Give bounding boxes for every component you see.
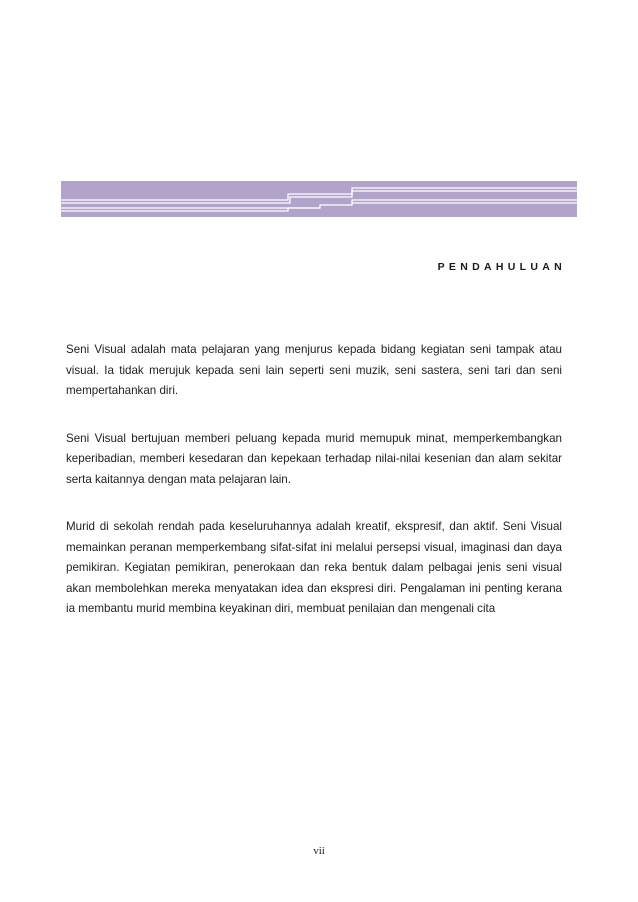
paragraph: Seni Visual bertujuan memberi peluang kepada murid memupuk minat, memperkembangkan keperibadian, memberi kesedaran dan kepekaan terhadap nilai-nilai kesenian dan alam sekitar serta kaitannya dengan mata pelajaran lain.: [66, 431, 562, 486]
section-heading: PENDAHULUAN: [437, 261, 566, 273]
paragraph: Seni Visual adalah mata pelajaran yang menjurus kepada bidang kegiatan seni tampak atau visual. Ia tidak merujuk kepada seni lain seperti seni muzik, seni sastera, seni tari dan seni mempertahankan diri.: [66, 343, 562, 397]
paragraph: Murid di sekolah rendah pada keseluruhannya adalah kreatif, ekspresif, dan aktif. Seni Visual memainkan peranan memperkembang sifat-sifat ini melalui persepsi visual, imaginasi dan daya pemikiran. Kegiatan pemikiran, penerokaan dan reka bentuk dalam pelbagai jenis seni visual akan membolehkan mereka menyatakan idea dan ekspresi diri. Pengalaman ini penting kerana ia membantu murid membina keyakinan diri, membuat penilaian dan mengenali cita: [66, 520, 562, 615]
banner-graphic: [61, 181, 577, 217]
body-text: [66, 340, 562, 620]
header-banner: [61, 181, 577, 217]
page-number: vii: [313, 845, 325, 857]
